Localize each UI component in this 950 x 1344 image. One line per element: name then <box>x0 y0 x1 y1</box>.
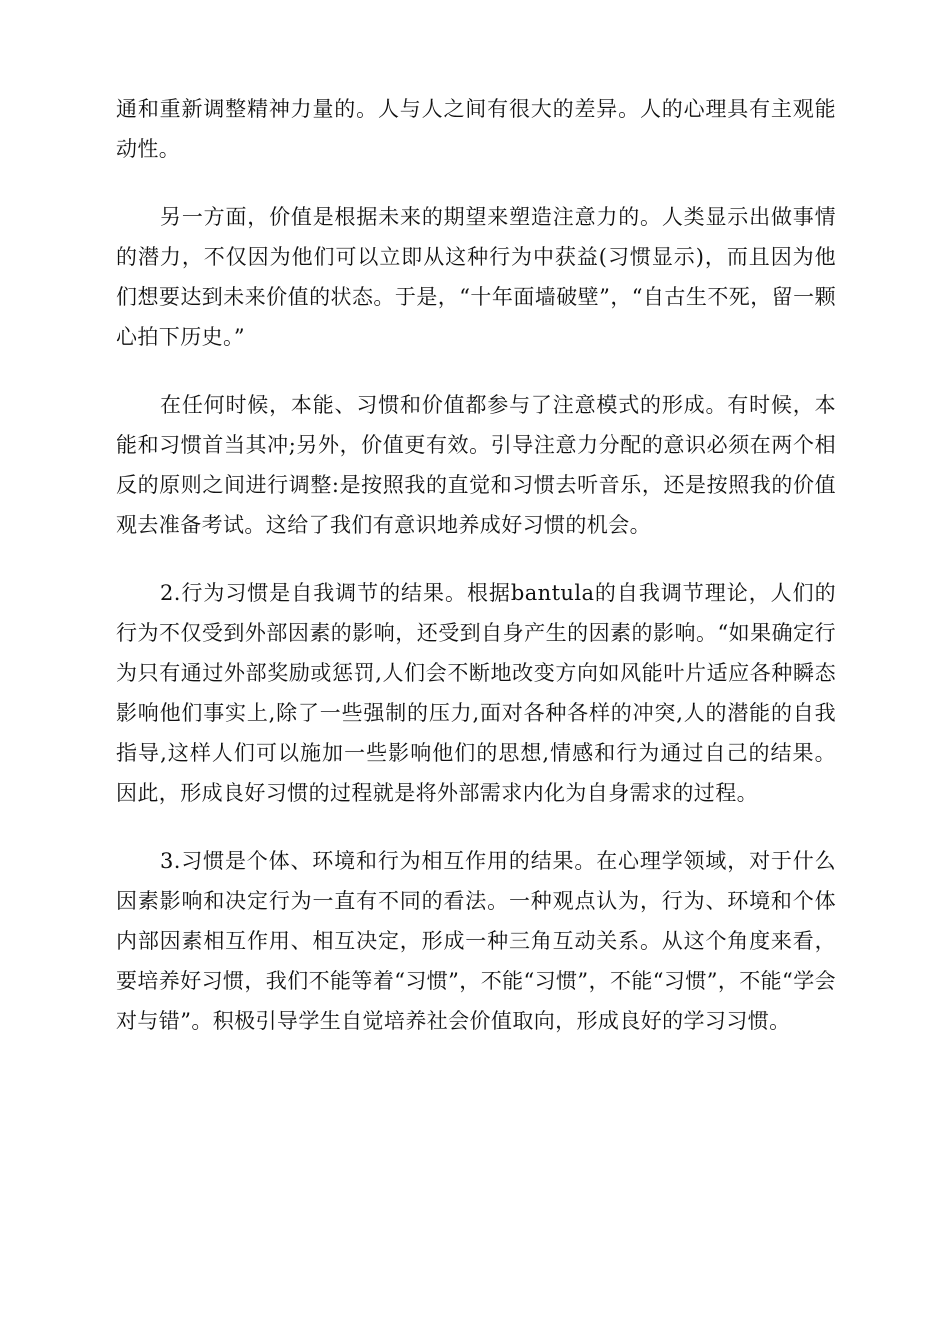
document-body <box>116 89 836 1069</box>
paragraph-continued: 通和重新调整精神力量的。人与人之间有很大的差异。人的心理具有主观能动性。 <box>116 97 836 161</box>
paragraph-value-attention: 另一方面，价值是根据未来的期望来塑造注意力的。人类显示出做事情的潜力，不仅因为他们可以立即从这种行为中获益(习惯显示)，而且因为他们想要达到未来价值的状态。于是，“十年面墙破壁”，“自古生不死，留一颗心拍下历史。” <box>116 205 836 349</box>
paragraph-self-regulation: 2.行为习惯是自我调节的结果。根据bantula的自我调节理论，人们的行为不仅受到外部因素的影响，还受到自身产生的因素的影响。“如果确定行为只有通过外部奖励或惩罚,人们会不断地改变方向如风能叶片适应各种瞬态影响他们事实上,除了一些强制的压力,面对各种各样的冲突,人的潜能的自我指导,这样人们可以施加一些影响他们的思想,情感和行为通过自己的结果。因此，形成良好习惯的过程就是将外部需求内化为自身需求的过程。 <box>116 581 836 805</box>
paragraph-interaction: 3.习惯是个体、环境和行为相互作用的结果。在心理学领域，对于什么因素影响和决定行为一直有不同的看法。一种观点认为，行为、环境和个体内部因素相互作用、相互决定，形成一种三角互动关系。从这个角度来看，要培养好习惯，我们不能等着“习惯”，不能“习惯”，不能“习惯”，不能“学会对与错”。积极引导学生自觉培养社会价值取向，形成良好的学习习惯。 <box>116 849 836 1033</box>
paragraph-instinct-habit-value: 在任何时候，本能、习惯和价值都参与了注意模式的形成。有时候，本能和习惯首当其冲;另外，价值更有效。引导注意力分配的意识必须在两个相反的原则之间进行调整:是按照我的直觉和习惯去听音乐，还是按照我的价值观去准备考试。这给了我们有意识地养成好习惯的机会。 <box>116 393 836 537</box>
